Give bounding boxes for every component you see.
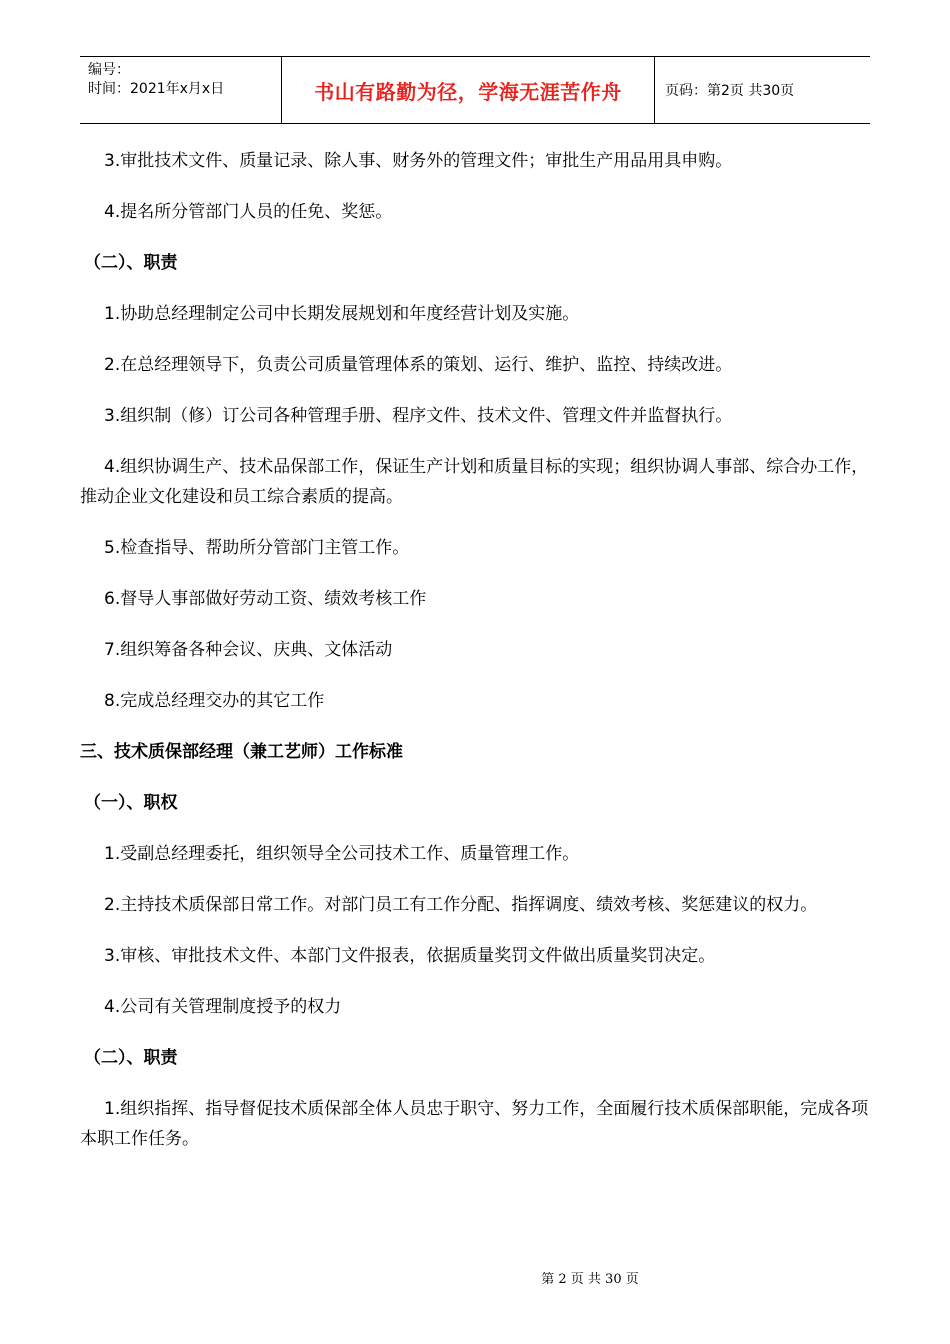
document-date: 时间：2021年x月x日 — [88, 81, 225, 97]
paragraph: 4.提名所分管部门人员的任免、奖惩。 — [104, 202, 393, 222]
document-body — [80, 146, 872, 1175]
section-heading: （二）、职责 — [84, 1048, 178, 1068]
paragraph: 2.主持技术质保部日常工作。对部门员工有工作分配、指挥调度、绩效考核、奖惩建议的权力。 — [104, 895, 818, 915]
paragraph: 7.组织筹备各种会议、庆典、文体活动 — [104, 640, 393, 660]
section-heading: （二）、职责 — [84, 253, 178, 273]
paragraph: 2.在总经理领导下，负责公司质量管理体系的策划、运行、维护、监控、持续改进。 — [104, 355, 733, 375]
paragraph: 4.公司有关管理制度授予的权力 — [104, 997, 342, 1017]
paragraph: 4.组织协调生产、技术品保部工作，保证生产计划和质量目标的实现；组织协调人事部、综合办工作，推动企业文化建设和员工综合素质的提高。 — [80, 457, 869, 507]
paragraph: 1.受副总经理委托，组织领导全公司技术工作、质量管理工作。 — [104, 844, 580, 864]
paragraph: 3.审批技术文件、质量记录、除人事、财务外的管理文件；审批生产用品用具申购。 — [104, 151, 733, 171]
paragraph: 1.协助总经理制定公司中长期发展规划和年度经营计划及实施。 — [104, 304, 580, 324]
document-number: 编号： — [88, 62, 130, 78]
chapter-heading: 三、技术质保部经理（兼工艺师）工作标准 — [80, 742, 403, 762]
header-motto: 书山有路勤为径，学海无涯苦作舟 — [282, 57, 655, 123]
header-page-info: 页码：第2页 共30页 — [665, 83, 795, 99]
footer-page-number: 第 2 页 共 30 页 — [541, 1272, 639, 1287]
paragraph: 1.组织指挥、指导督促技术质保部全体人员忠于职守、努力工作，全面履行技术质保部职能，完成各项本职工作任务。 — [80, 1099, 869, 1149]
page-footer — [0, 1268, 950, 1287]
paragraph: 6.督导人事部做好劳动工资、绩效考核工作 — [104, 589, 427, 609]
paragraph: 3.审核、审批技术文件、本部门文件报表，依据质量奖罚文件做出质量奖罚决定。 — [104, 946, 716, 966]
paragraph: 5.检查指导、帮助所分管部门主管工作。 — [104, 538, 410, 558]
paragraph: 3.组织制（修）订公司各种管理手册、程序文件、技术文件、管理文件并监督执行。 — [104, 406, 733, 426]
page-header — [80, 56, 870, 124]
header-meta — [80, 57, 282, 123]
paragraph: 8.完成总经理交办的其它工作 — [104, 691, 325, 711]
section-heading: （一）、职权 — [84, 793, 178, 813]
